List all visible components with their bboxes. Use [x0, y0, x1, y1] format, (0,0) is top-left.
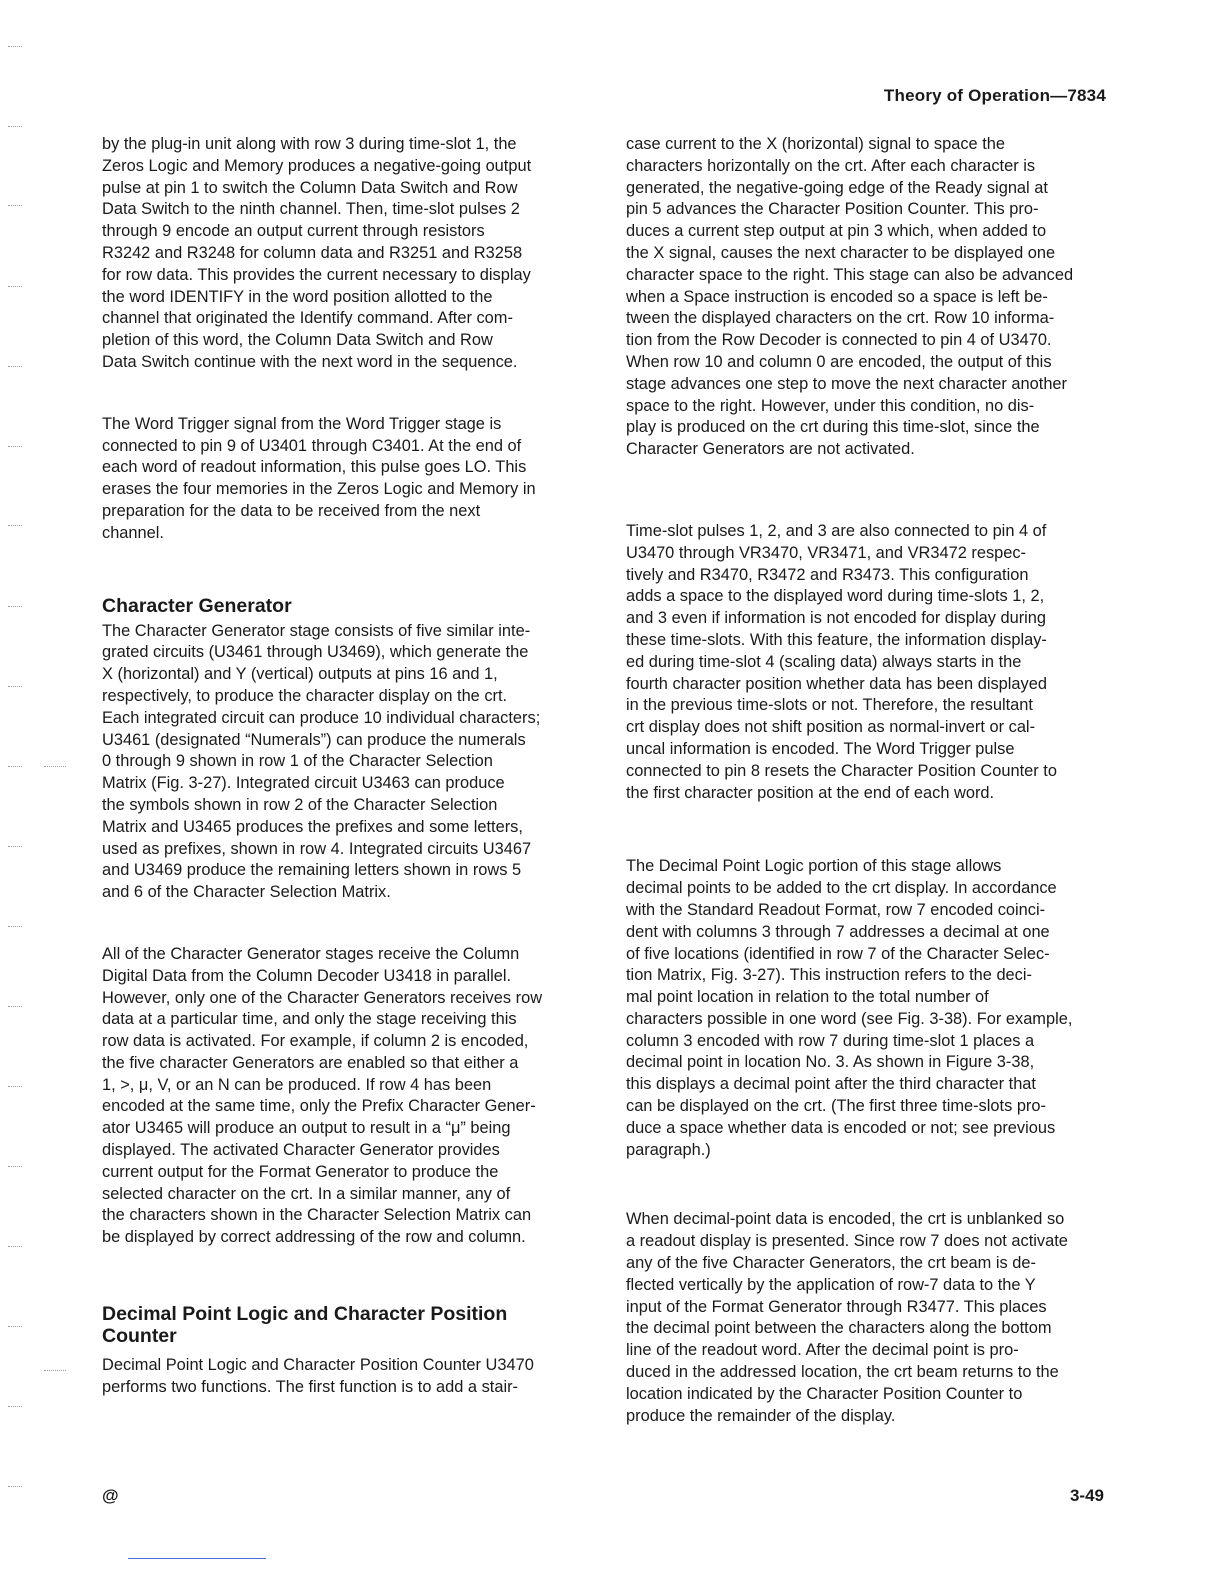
scan-artifact: [8, 606, 22, 608]
scan-artifact: [8, 686, 22, 688]
heading-character-generator: Character Generator: [102, 594, 292, 617]
left-column: [102, 134, 586, 1399]
paragraph-decimal-point-logic: The Decimal Point Logic portion of this stage allows decimal points to be added to the crt display. In accordance with the Standard Readout Format, row 7 encoded coinci- dent with columns 3 through 7 addresses a decimal at one of five locations (identified in row 7 of the Character Selec- tion Matrix, Fig. 3-27). This instruction refers to the deci- mal point location in relation to the total number of characters possible in one word (see Fig. 3-38). For example, column 3 encoded with row 7 during time-slot 1 places a decimal point in location No. 3. As shown in Figure 3-38, this displays a decimal point after the third character that can be displayed on the crt. (The first three time-slots pro- duce a space whether data is encoded or not; see previous paragraph.): [626, 857, 1073, 1159]
scan-artifact: [8, 1086, 22, 1088]
scan-artifact: [8, 1006, 22, 1008]
scan-artifact: [44, 1370, 66, 1372]
scan-artifact: [8, 926, 22, 928]
right-column: [626, 134, 1110, 1427]
scan-artifact: [8, 46, 22, 48]
running-header: Theory of Operation—7834: [883, 86, 1106, 105]
scan-artifact: [8, 286, 22, 288]
scan-artifact: [8, 1166, 22, 1168]
scan-artifact: [8, 1486, 22, 1488]
paragraph-character-generator: The Character Generator stage consists of five similar inte- grated circuits (U3461 through U3469), which generate the X (horizontal) and Y (vertical) outputs at pins 16 and 1, respectively, to produce the character display on the crt. Each integrated circuit can produce 10 individual characters; U3461 (designated “Numerals”) can produce the numerals 0 through 9 shown in row 1 of the Character Selection Matrix (Fig. 3-27). Integrated circuit U3463 can produce the symbols shown in row 2 of the Character Selection Matrix and U3465 produces the prefixes and some letters, used as prefixes, shown in row 4. Integrated circuits U3467 and U3469 produce the remaining letters shown in rows 5 and 6 of the Character Selection Matrix.: [102, 621, 541, 902]
paragraph-zeros-logic-output: by the plug-in unit along with row 3 during time-slot 1, the Zeros Logic and Memory produces a negative-going output pulse at pin 1 to switch the Column Data Switch and Row Data Switch to the ninth channel. Then, time-slot pulses 2 through 9 encode an output current through resistors R3242 and R3248 for column data and R3251 and R3258 for row data. This provides the current necessary to display the word IDENTIFY in the word position allotted to the channel that originated the Identify command. After com- pletion of this word, the Column Data Switch and Row Data Switch continue with the next word in the sequence.: [102, 135, 532, 371]
paragraph-staircase-current: case current to the X (horizontal) signal to space the characters horizontally on the crt. After each character is generated, the negative-going edge of the Ready signal at pin 5 advances the Character Position Counter. This pro- duces a current step output at pin 3 which, when added to the X signal, causes the next character to be displayed one character space to the right. This stage can also be advanced when a Space instruction is encoded so a space is left be- tween the displayed characters on the crt. Row 10 informa- tion from the Row Decoder is connected to pin 4 of U3470. When row 10 and column 0 are encoded, the output of this stage advances one step to move the next character another space to the right. However, under this condition, no dis- play is produced on the crt during this time-slot, since the Character Generators are not activated.: [626, 135, 1074, 459]
scan-artifact: [8, 366, 22, 368]
paragraph-decimal-point-functions: Decimal Point Logic and Character Position Counter U3470 performs two functions. The first function is to add a stair-: [102, 1356, 534, 1396]
paragraph-decimal-point-data: When decimal-point data is encoded, the crt is unblanked so a readout display is presented. Since row 7 does not activate any of the five Character Generators, the crt beam is de- flected vertically by the application of row-7 data to the Y input of the Format Generator through R3477. This places the decimal point between the characters along the bottom line of the readout word. After the decimal point is pro- duced in the addressed location, the crt beam returns to the location indicated by the Character Position Counter to produce the remainder of the display.: [626, 1210, 1068, 1425]
scan-artifact: [8, 205, 22, 207]
bottom-rule: [128, 1558, 266, 1559]
paragraph-word-trigger: The Word Trigger signal from the Word Trigger stage is connected to pin 9 of U3401 through C3401. At the end of each word of readout information, this pulse goes LO. This erases the four memories in the Zeros Logic and Memory in preparation for the data to be received from the next channel.: [102, 414, 536, 542]
scan-artifact: [44, 766, 66, 768]
heading-decimal-point-logic: Decimal Point Logic and Character Position Counter: [102, 1303, 508, 1348]
scan-artifact: [8, 525, 22, 527]
page-number: 3-49: [1069, 1486, 1104, 1505]
scan-artifact: [8, 126, 22, 128]
paragraph-character-generator-stages: All of the Character Generator stages receive the Column Digital Data from the Column Decoder U3418 in parallel. However, only one of the Character Generators receives row data at a particular time, and only the stage receiving this row data is activated. For example, if column 2 is encoded, the five character Generators are enabled so that either a 1, >, μ, V, or an N can be produced. If row 4 has been encoded at the same time, only the Prefix Character Gener- ator U3465 will produce an output to result in a “μ” being displayed. The activated Character Generator provides current output for the Format Generator to produce the selected character on the crt. In a similar manner, any of the characters shown in the Character Selection Matrix can be displayed by correct addressing of the row and column.: [102, 944, 543, 1247]
scan-artifact: [8, 846, 22, 848]
paragraph-time-slot-pulses: Time-slot pulses 1, 2, and 3 are also connected to pin 4 of U3470 through VR3470, VR3471, and VR3472 respec- tively and R3470, R3472 and R3473. This configuration adds a space to the displayed word during time-slots 1, 2, and 3 even if information is not encoded for display during these time-slots. With this feature, the information display- ed during time-slot 4 (scaling data) always starts in the fourth character position whether data has been displayed in the previous time-slots or not. Therefore, the resultant crt display does not shift position as normal-invert or cal- uncal information is encoded. The Word Trigger pulse connected to pin 8 resets the Character Position Counter to the first character position at the end of each word.: [626, 521, 1057, 802]
footer-mark: @: [102, 1486, 119, 1505]
scan-artifact: [8, 1326, 22, 1328]
scan-artifact: [8, 766, 22, 768]
scan-artifact: [8, 1246, 22, 1248]
scan-artifact: [8, 446, 22, 448]
scan-artifact: [8, 1406, 22, 1408]
